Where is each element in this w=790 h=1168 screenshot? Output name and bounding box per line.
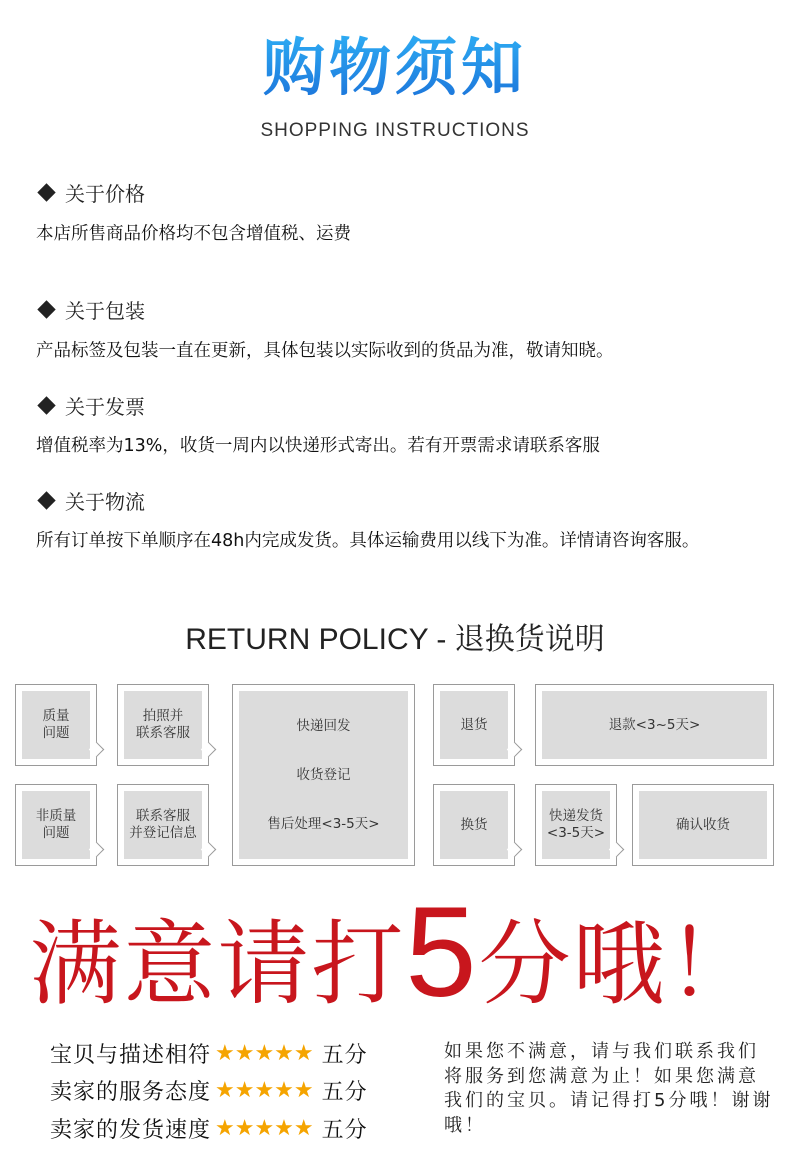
diamond-bullet-icon xyxy=(37,491,55,509)
flow-step-express-return: 快递回发 xyxy=(296,717,351,734)
contact-note: 如果您不满意，请与我们联系我们将服务到您满意为止！如果您满意我们的宝贝。请记得打5分哦！谢谢哦！ xyxy=(444,1041,774,1136)
rating-row-service: 卖家的服务态度 ★★★★★ 五分 xyxy=(50,1078,368,1105)
return-policy-title: RETURN POLICY - 退换货说明 xyxy=(185,623,605,656)
flow-confirm-receipt: 确认收货 xyxy=(632,784,774,866)
flow-arrow xyxy=(507,742,523,758)
flow-center-process xyxy=(232,684,415,866)
flow-return-goods: 退货 xyxy=(433,684,515,766)
five-star-icon: ★★★★★ xyxy=(215,1041,314,1066)
flow-arrow xyxy=(89,742,105,758)
flow-quality-issue: 质量 问题 xyxy=(15,684,97,766)
flow-arrow xyxy=(201,742,217,758)
flow-exchange: 换货 xyxy=(433,784,515,866)
flow-arrow xyxy=(89,842,105,858)
section-heading-invoice: 关于发票 xyxy=(36,391,145,420)
section-body-invoice: 增值税率为13%，收货一周内以快递形式寄出。若有开票需求请联系客服 xyxy=(36,436,600,456)
section-body-price: 本店所售商品价格均不包含增值税、运费 xyxy=(36,224,351,244)
flow-refund: 退款<3~5天> xyxy=(535,684,774,766)
page-title: 购物须知 xyxy=(0,28,790,108)
flow-arrow xyxy=(507,842,523,858)
flow-contact-register: 联系客服 并登记信息 xyxy=(117,784,209,866)
section-body-logistics: 所有订单按下单顺序在48h内完成发货。具体运输费用以线下为准。详情请咨询客服。 xyxy=(36,531,700,551)
rating-banner: 满意请打5分哦！ xyxy=(29,881,761,1024)
flow-non-quality-issue: 非质量 问题 xyxy=(15,784,97,866)
section-heading-price: 关于价格 xyxy=(36,178,145,207)
section-heading-packaging: 关于包装 xyxy=(36,295,145,324)
page-subtitle: SHOPPING INSTRUCTIONS xyxy=(260,120,530,141)
diamond-bullet-icon xyxy=(37,183,55,201)
rating-row-description: 宝贝与描述相符 ★★★★★ 五分 xyxy=(50,1041,368,1068)
flow-arrow xyxy=(609,842,625,858)
flow-express-ship: 快递发货 <3-5天> xyxy=(535,784,617,866)
rating-row-shipping: 卖家的发货速度 ★★★★★ 五分 xyxy=(50,1116,368,1143)
flow-arrow xyxy=(201,842,217,858)
five-star-icon: ★★★★★ xyxy=(215,1078,314,1103)
diamond-bullet-icon xyxy=(37,396,55,414)
section-heading-logistics: 关于物流 xyxy=(36,486,145,515)
five-star-icon: ★★★★★ xyxy=(215,1116,314,1141)
section-body-packaging: 产品标签及包装一直在更新，具体包装以实际收到的货品为准，敬请知晓。 xyxy=(36,341,614,361)
flow-photo-contact: 拍照并 联系客服 xyxy=(117,684,209,766)
diamond-bullet-icon xyxy=(37,300,55,318)
flow-step-after-sales: 售后处理<3-5天> xyxy=(267,815,380,832)
flow-step-receive-register: 收货登记 xyxy=(296,766,351,783)
